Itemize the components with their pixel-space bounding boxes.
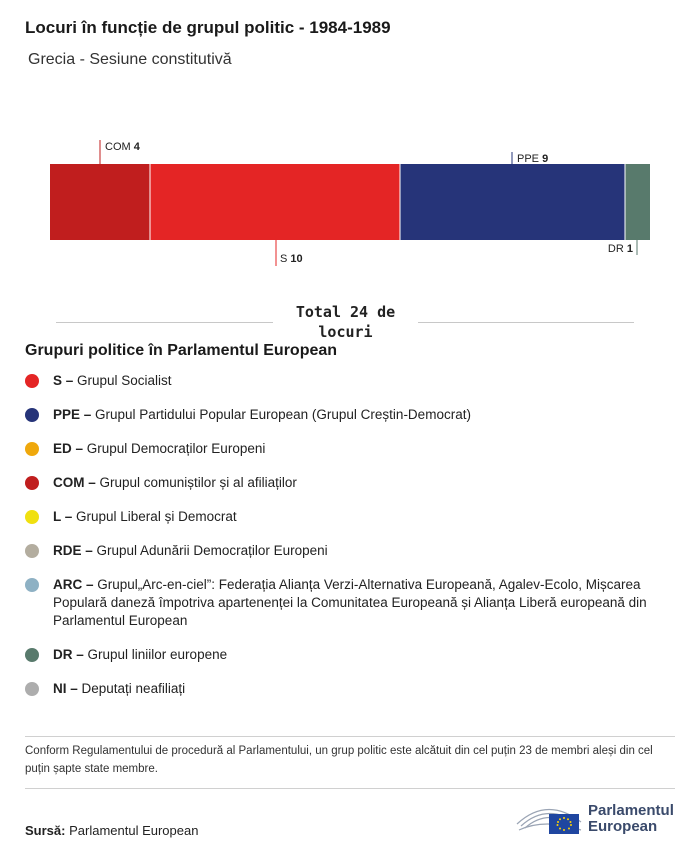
legend-code: ARC –: [53, 577, 98, 592]
legend-item-arc: [25, 576, 675, 630]
total-divider-left: [56, 322, 273, 323]
logo-line-1: Parlamentul: [588, 802, 674, 819]
legend-code: ED –: [53, 441, 87, 456]
data-label-ppe: PPE 9: [517, 153, 549, 165]
bar-segment-com: [50, 164, 150, 240]
note-divider-bottom: [25, 788, 675, 789]
legend-code: DR –: [53, 647, 88, 662]
legend-code: RDE –: [53, 543, 97, 558]
legend-name: Grupul Liberal și Democrat: [76, 509, 237, 524]
legend-item-ppe: [25, 406, 675, 424]
chart-subtitle: Grecia - Sesiune constitutivă: [28, 51, 232, 68]
bar-segment-dr: [625, 164, 650, 240]
data-label-s: S 10: [280, 253, 303, 265]
total-label: Total 24 de locuri: [295, 303, 396, 341]
legend-swatch: [25, 682, 39, 696]
legend-code: S –: [53, 373, 78, 388]
legend-item-l: [25, 508, 675, 526]
total-divider-right: [418, 322, 634, 323]
legend-code: L –: [53, 509, 77, 524]
legend-code: NI –: [53, 681, 82, 696]
legend-item-com: [25, 474, 675, 492]
legend-name: Grupul Democraților Europeni: [86, 441, 266, 456]
note-divider-top: [25, 736, 675, 737]
legend-item-dr: [25, 646, 675, 664]
legend-title: Grupuri politice în Parlamentul European: [25, 342, 338, 359]
stacked-bar-chart: [0, 120, 700, 280]
legend-name: Grupul comuniștilor și al afiliaților: [99, 475, 297, 490]
legend-swatch: [25, 374, 39, 388]
legend-item-ni: [25, 680, 675, 698]
legend-code: COM –: [53, 475, 100, 490]
parliament-logo: [515, 798, 680, 838]
source-value: Parlamentul European: [69, 823, 199, 838]
legend-name: Grupul Adunării Democraților Europeni: [96, 543, 328, 558]
data-label-dr: DR 1: [607, 243, 633, 255]
footnote: Conform Regulamentului de procedură al Parlamentului, un grup politic este alcătuit din cel puțin 23 de membri aleși din cel puțin șapte state membre.: [25, 745, 653, 775]
logo-text: [588, 803, 674, 835]
legend-swatch: [25, 510, 39, 524]
legend-swatch: [25, 578, 39, 592]
legend-name: Grupul liniilor europene: [87, 647, 228, 662]
legend-swatch: [25, 442, 39, 456]
legend-name: Grupul Socialist: [77, 373, 172, 388]
legend-name: Grupul„Arc-en-ciel”: Federația Alianța Verzi-Alternativa Europeană, Agalev-Ecolo, Mișcarea Populară daneză împotriva apartenenței la Comunitatea Europeană și Alianța Liberă europeană din Parlamentul European: [53, 577, 647, 628]
bar-segment-s: [150, 164, 400, 240]
total-seats: [56, 300, 634, 344]
legend-item-s: [25, 372, 675, 390]
data-label-com: COM 4: [105, 141, 140, 153]
legend-swatch: [25, 408, 39, 422]
chart-title: Locuri în funcție de grupul politic - 1984-1989: [25, 18, 391, 37]
legend-swatch: [25, 648, 39, 662]
hemicycle-flag-icon: [515, 798, 583, 838]
legend-swatch: [25, 544, 39, 558]
legend-item-rde: [25, 542, 675, 560]
logo-line-2: European: [588, 818, 658, 835]
legend-code: PPE –: [53, 407, 96, 422]
source-line: [25, 823, 198, 838]
legend-item-ed: [25, 440, 675, 458]
legend-swatch: [25, 476, 39, 490]
bar-segment-ppe: [400, 164, 625, 240]
legend-name: Grupul Partidului Popular European (Grupul Creștin-Democrat): [95, 407, 471, 422]
source-label: Sursă:: [25, 823, 66, 838]
legend-name: Deputați neafiliați: [81, 681, 186, 696]
